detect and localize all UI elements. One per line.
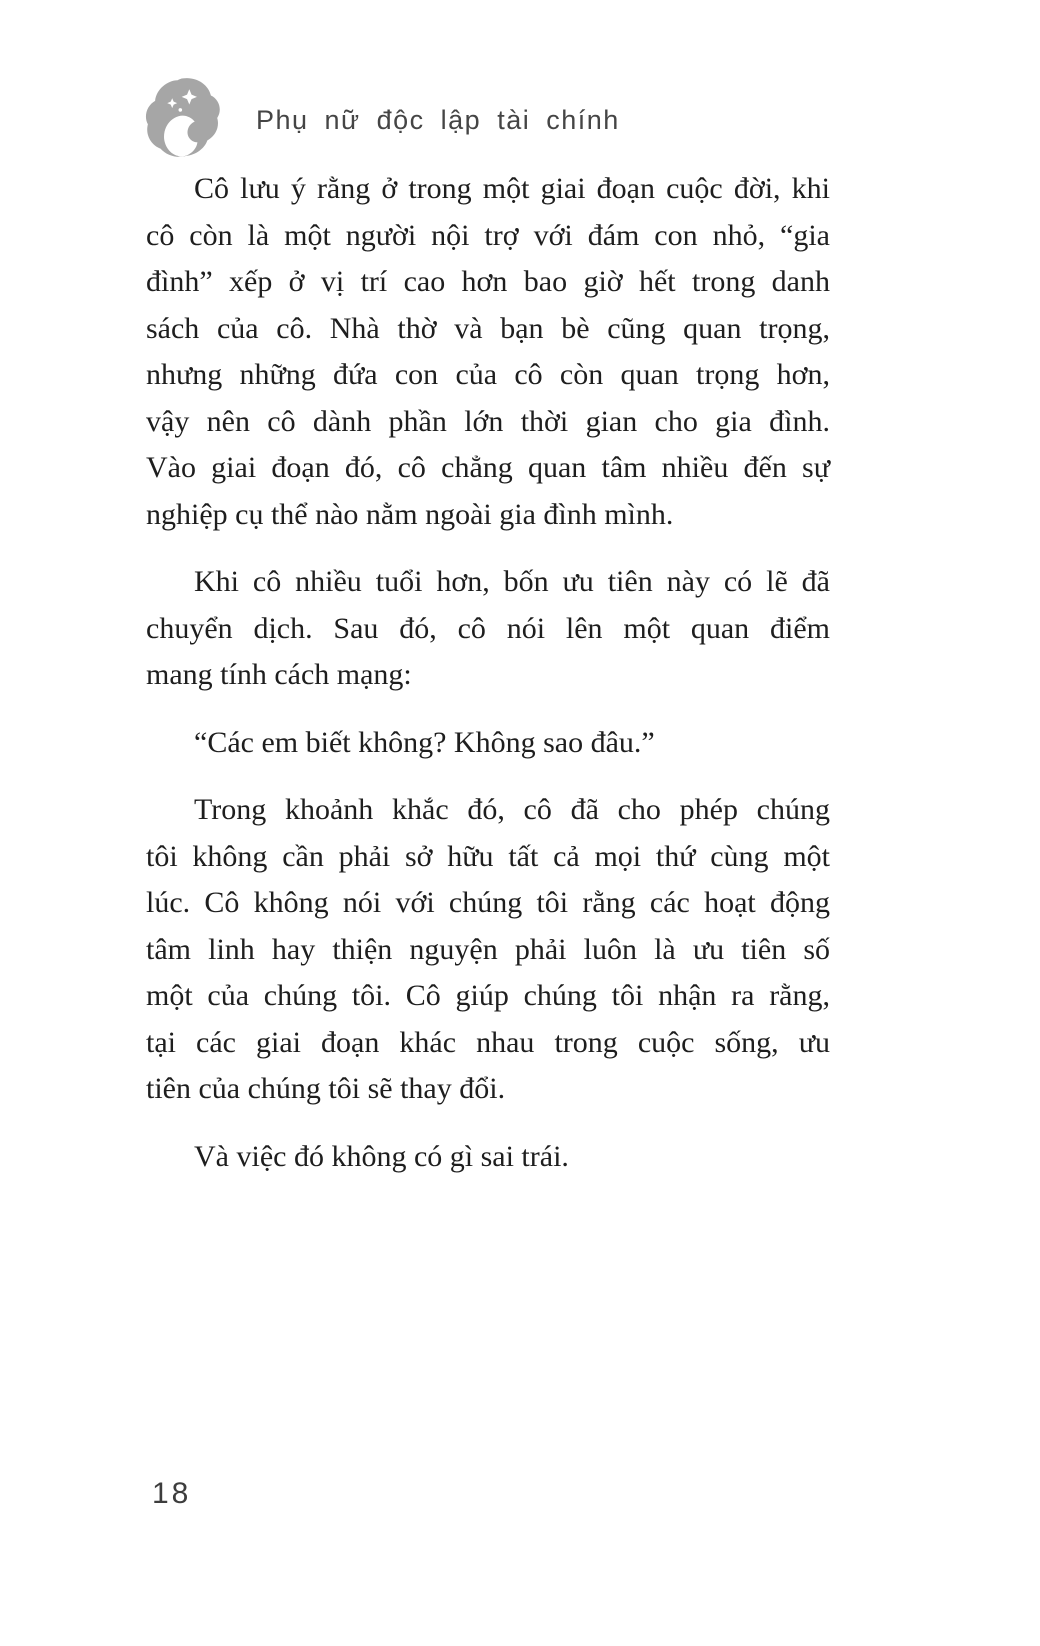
- page-header: [138, 70, 620, 166]
- text-line: tại các giai đoạn khác nhau trong cuộc sống, ưu: [146, 1025, 830, 1059]
- text-line: lúc. Cô không nói với chúng tôi rằng các hoạt động: [146, 886, 830, 919]
- paragraph: [146, 559, 830, 699]
- paragraph: [146, 166, 830, 538]
- text-line: một của chúng tôi. Cô giúp chúng tôi nhận ra rằng,: [146, 979, 830, 1012]
- text-line: Trong khoảnh khắc đó, cô đã cho phép chúng: [194, 793, 830, 826]
- text-line: sách của cô. Nhà thờ và bạn bè cũng quan trọng,: [146, 311, 830, 345]
- text-line: mang tính cách mạng:: [146, 658, 412, 691]
- text-line: cô còn là một người nội trợ với đám con nhỏ, “gia: [146, 218, 830, 252]
- text-line: Cô lưu ý rằng ở trong một giai đoạn cuộc đời, khi: [194, 172, 830, 205]
- paragraph: [146, 720, 830, 767]
- paragraph: [146, 787, 830, 1113]
- text-line: chuyển dịch. Sau đó, cô nói lên một quan điểm: [146, 611, 830, 645]
- text-line: đình” xếp ở vị trí cao hơn bao giờ hết trong danh: [146, 265, 830, 298]
- paragraph: [146, 1134, 830, 1181]
- text-line: vậy nên cô dành phần lớn thời gian cho gia đình.: [146, 404, 830, 438]
- text-line: tâm linh hay thiện nguyện phải luôn là ưu tiên số: [146, 932, 830, 966]
- sparkle-dot: [179, 108, 183, 112]
- text-line: nhưng những đứa con của cô còn quan trọng hơn,: [146, 358, 830, 391]
- running-header-title: Phụ nữ độc lập tài chính: [256, 104, 620, 135]
- text-line: tôi không cần phải sở hữu tất cả mọi thứ cùng một: [146, 839, 830, 873]
- text-line: Khi cô nhiều tuổi hơn, bốn ưu tiên này có lẽ đã: [194, 565, 830, 598]
- text-line: “Các em biết không? Không sao đâu.”: [194, 725, 655, 759]
- woman-with-sparkles-logo-icon: [138, 72, 228, 164]
- page-number: 18: [152, 1477, 192, 1510]
- text-line: Và việc đó không có gì sai trái.: [194, 1139, 569, 1173]
- text-line: Vào giai đoạn đó, cô chẳng quan tâm nhiều đến sự: [146, 451, 830, 484]
- text-block: [146, 166, 830, 1180]
- text-line: tiên của chúng tôi sẽ thay đổi.: [146, 1072, 506, 1105]
- text-line: nghiệp cụ thể nào nằm ngoài gia đình mình.: [146, 497, 674, 531]
